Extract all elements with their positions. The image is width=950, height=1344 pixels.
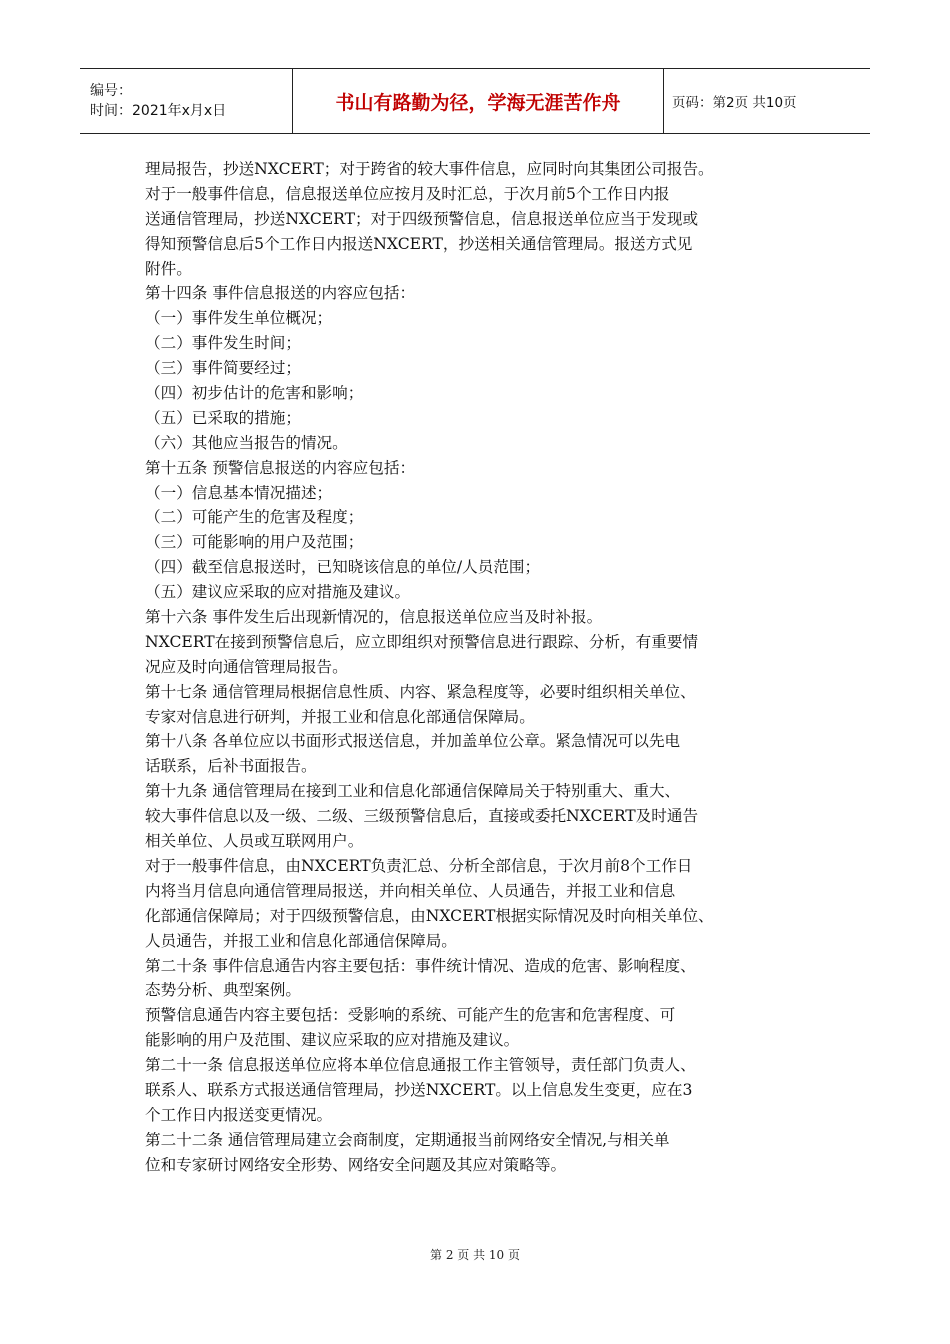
body-line: （二）可能产生的危害及程度；: [145, 508, 364, 527]
body-line: 况应及时向通信管理局报告。: [145, 657, 348, 676]
body-line: 第十七条 通信管理局根据信息性质、内容、紧急程度等，必要时组织相关单位、: [145, 682, 696, 701]
body-line: 对于一般事件信息，由NXCERT负责汇总、分析全部信息，于次月前8个工作日: [145, 856, 693, 875]
body-line: NXCERT在接到预警信息后，应立即组织对预警信息进行跟踪、分析，有重要情: [145, 632, 699, 651]
body-line: （四）初步估计的危害和影响；: [145, 384, 364, 403]
body-line: 第二十条 事件信息通告内容主要包括：事件统计情况、造成的危害、影响程度、: [145, 956, 696, 975]
body-line: （一）事件发生单位概况；: [145, 309, 333, 328]
body-line: 第二十一条 信息报送单位应将本单位信息通报工作主管领导，责任部门负责人、: [145, 1056, 696, 1075]
body-line: 联系人、联系方式报送通信管理局，抄送NXCERT。以上信息发生变更，应在3: [145, 1080, 693, 1099]
body-line: 附件。: [145, 259, 192, 278]
doc-date-label: 时间：2021年x月x日: [90, 103, 227, 119]
body-line: 第十八条 各单位应以书面形式报送信息，并加盖单位公章。紧急情况可以先电: [145, 732, 681, 751]
document-body: [145, 157, 815, 1178]
body-line: （六）其他应当报告的情况。: [145, 433, 348, 452]
body-line: 较大事件信息以及一级、二级、三级预警信息后，直接或委托NXCERT及时通告: [145, 807, 699, 826]
body-line: （五）已采取的措施；: [145, 408, 301, 427]
body-line: 个工作日内报送变更情况。: [145, 1105, 333, 1124]
body-line: 人员通告，并报工业和信息化部通信保障局。: [145, 931, 457, 950]
page-footer: 第 2 页 共 10 页: [430, 1248, 520, 1262]
body-line: 理局报告，抄送NXCERT；对于跨省的较大事件信息，应同时向其集团公司报告。: [145, 160, 714, 178]
body-line: 能影响的用户及范围、建议应采取的应对措施及建议。: [145, 1031, 520, 1050]
body-line: （二）事件发生时间；: [145, 334, 301, 353]
header-motto: 书山有路勤为径，学海无涯苦作舟: [293, 69, 664, 134]
body-line: 化部通信保障局；对于四级预警信息，由NXCERT根据实际情况及时向相关单位、: [145, 906, 714, 925]
body-line: 话联系，后补书面报告。: [145, 757, 317, 776]
body-line: 第十五条 预警信息报送的内容应包括：: [145, 458, 416, 477]
body-line: 送通信管理局，抄送NXCERT；对于四级预警信息，信息报送单位应当于发现或: [145, 209, 699, 228]
body-line: 态势分析、典型案例。: [145, 981, 301, 1000]
header-page-number: 页码：第2页 共10页: [664, 69, 871, 134]
body-line: 预警信息通告内容主要包括：受影响的系统、可能产生的危害和危害程度、可: [145, 1006, 676, 1025]
body-line: 第十六条 事件发生后出现新情况的，信息报送单位应当及时补报。: [145, 608, 603, 627]
body-line: （三）事件简要经过；: [145, 359, 301, 378]
body-line: 第二十二条 通信管理局建立会商制度，定期通报当前网络安全情况,与相关单: [145, 1130, 670, 1149]
body-line: 专家对信息进行研判，并报工业和信息化部通信保障局。: [145, 707, 535, 726]
body-line: （五）建议应采取的应对措施及建议。: [145, 583, 411, 602]
body-line: （四）截至信息报送时，已知晓该信息的单位/人员范围；: [145, 558, 541, 577]
doc-number-label: 编号：: [90, 83, 132, 99]
header-meta: [80, 69, 293, 134]
body-line: （一）信息基本情况描述；: [145, 483, 333, 502]
body-line: 位和专家研讨网络安全形势、网络安全问题及其应对策略等。: [145, 1155, 567, 1174]
body-line: （三）可能影响的用户及范围；: [145, 533, 364, 552]
body-line: 第十九条 通信管理局在接到工业和信息化部通信保障局关于特别重大、重大、: [145, 782, 681, 801]
body-line: 第十四条 事件信息报送的内容应包括：: [145, 284, 416, 303]
body-line: 内将当月信息向通信管理局报送，并向相关单位、人员通告，并报工业和信息: [145, 881, 676, 900]
body-line: 对于一般事件信息，信息报送单位应按月及时汇总，于次月前5个工作日内报: [145, 184, 670, 203]
body-line: 得知预警信息后5个工作日内报送NXCERT，抄送相关通信管理局。报送方式见: [145, 234, 693, 253]
page-header: [80, 68, 870, 134]
body-line: 相关单位、人员或互联网用户。: [145, 832, 364, 851]
